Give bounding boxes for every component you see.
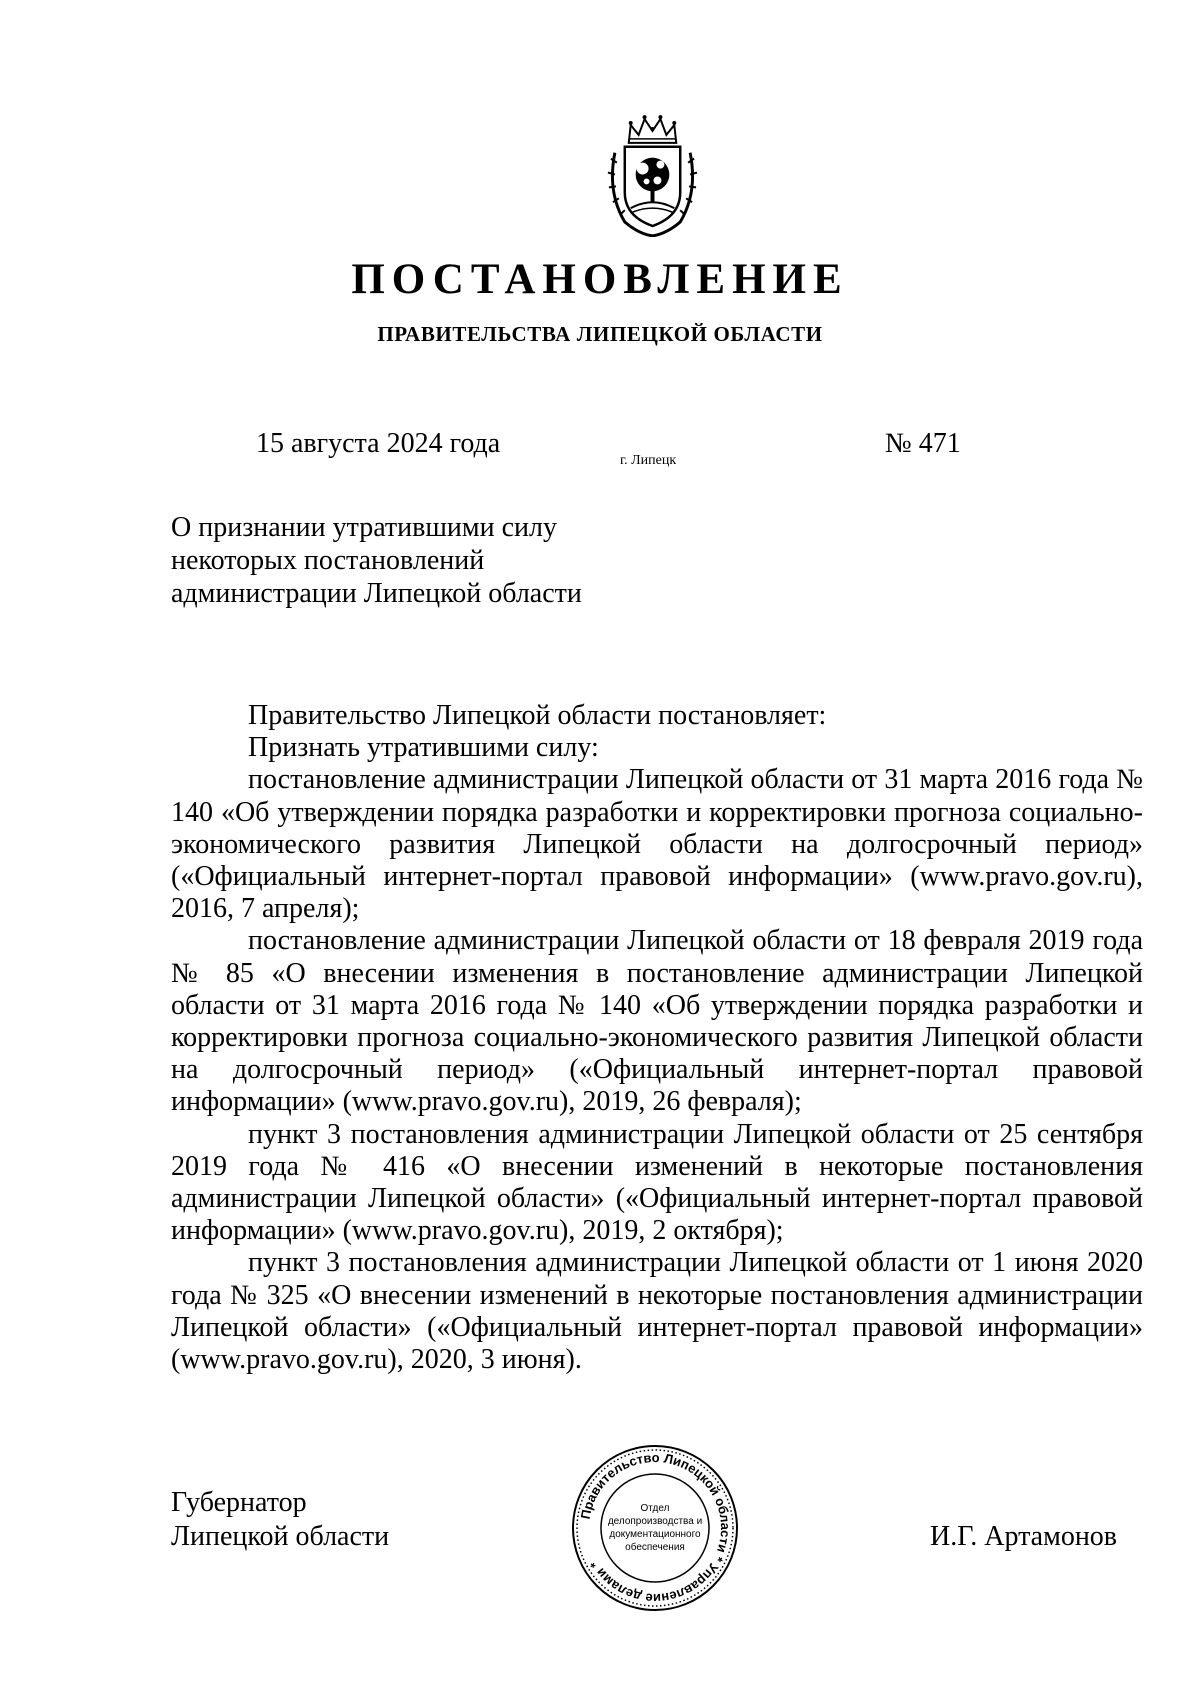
signatory-position-line: Губернатор — [171, 1487, 307, 1518]
stamp-outer-text: Правительство Липецкой области * Управление делами * — [577, 1449, 734, 1607]
stamp-inner-line: делопроизводства и — [607, 1516, 703, 1527]
body-paragraph: Признать утратившими силу: — [248, 732, 599, 764]
document-date: 15 августа 2024 года — [256, 428, 501, 459]
body-paragraph: постановление администрации Липецкой области от 18 февраля 2019 года № 85 «О внесении изменения в постановление администрации Липецкой области от 31 марта 2016 года № 140 «Об утверждении порядка разработки и корректировки прогноза социально-экономического развития Липецкой области на долгосрочный период» («Официальный интернет-портал правовой информации» (www.pravo.gov.ru), 2019, 26 февраля); — [171, 925, 1143, 1118]
signatory-position — [171, 1486, 389, 1554]
body-paragraph: пункт 3 постановления администрации Липецкой области от 25 сентября 2019 года № 416 «О внесении изменений в некоторые постановления администрации Липецкой области» («Официальный интернет-портал правовой информации» (www.pravo.gov.ru), 2019, 2 октября); — [171, 1118, 1143, 1247]
document-subtitle: ПРАВИТЕЛЬСТВА ЛИПЕЦКОЙ ОБЛАСТИ — [377, 322, 823, 346]
signatory-name: И.Г. Артамонов — [930, 1521, 1118, 1552]
signatory-position-line: Липецкой области — [171, 1521, 390, 1552]
document-subject — [171, 511, 582, 610]
stamp-inner-line: документационного — [609, 1529, 701, 1540]
body-paragraph: пункт 3 постановления администрации Липецкой области от 1 июня 2020 года № 325 «О внесении изменений в некоторые постановления администрации Липецкой области» («Официальный интернет-портал правовой информации» (www.pravo.gov.ru), 2020, 3 июня). — [171, 1247, 1143, 1376]
subject-line: О признании утратившими силу — [171, 512, 557, 543]
subject-line: некоторых постановлений — [171, 545, 485, 576]
coat-of-arms-icon — [603, 113, 702, 237]
document-title: ПОСТАНОВЛЕНИЕ — [351, 256, 849, 303]
official-stamp — [570, 1443, 740, 1613]
body-paragraph: постановление администрации Липецкой области от 31 марта 2016 года № 140 «Об утверждении порядка разработки и корректировки прогноза социально-экономического развития Липецкой области на долгосрочный период» («Официальный интернет-портал правовой информации» (www.pravo.gov.ru), 2016, 7 апреля); — [171, 764, 1143, 925]
body-paragraph: Правительство Липецкой области постановляет: — [248, 700, 827, 731]
stamp-inner-line: Отдел — [640, 1503, 670, 1514]
document-body — [171, 700, 1143, 1376]
stamp-inner-line: обеспечения — [625, 1542, 685, 1553]
subject-line: администрации Липецкой области — [171, 578, 582, 609]
document-city: г. Липецк — [620, 453, 677, 468]
document-number: № 471 — [885, 428, 961, 459]
